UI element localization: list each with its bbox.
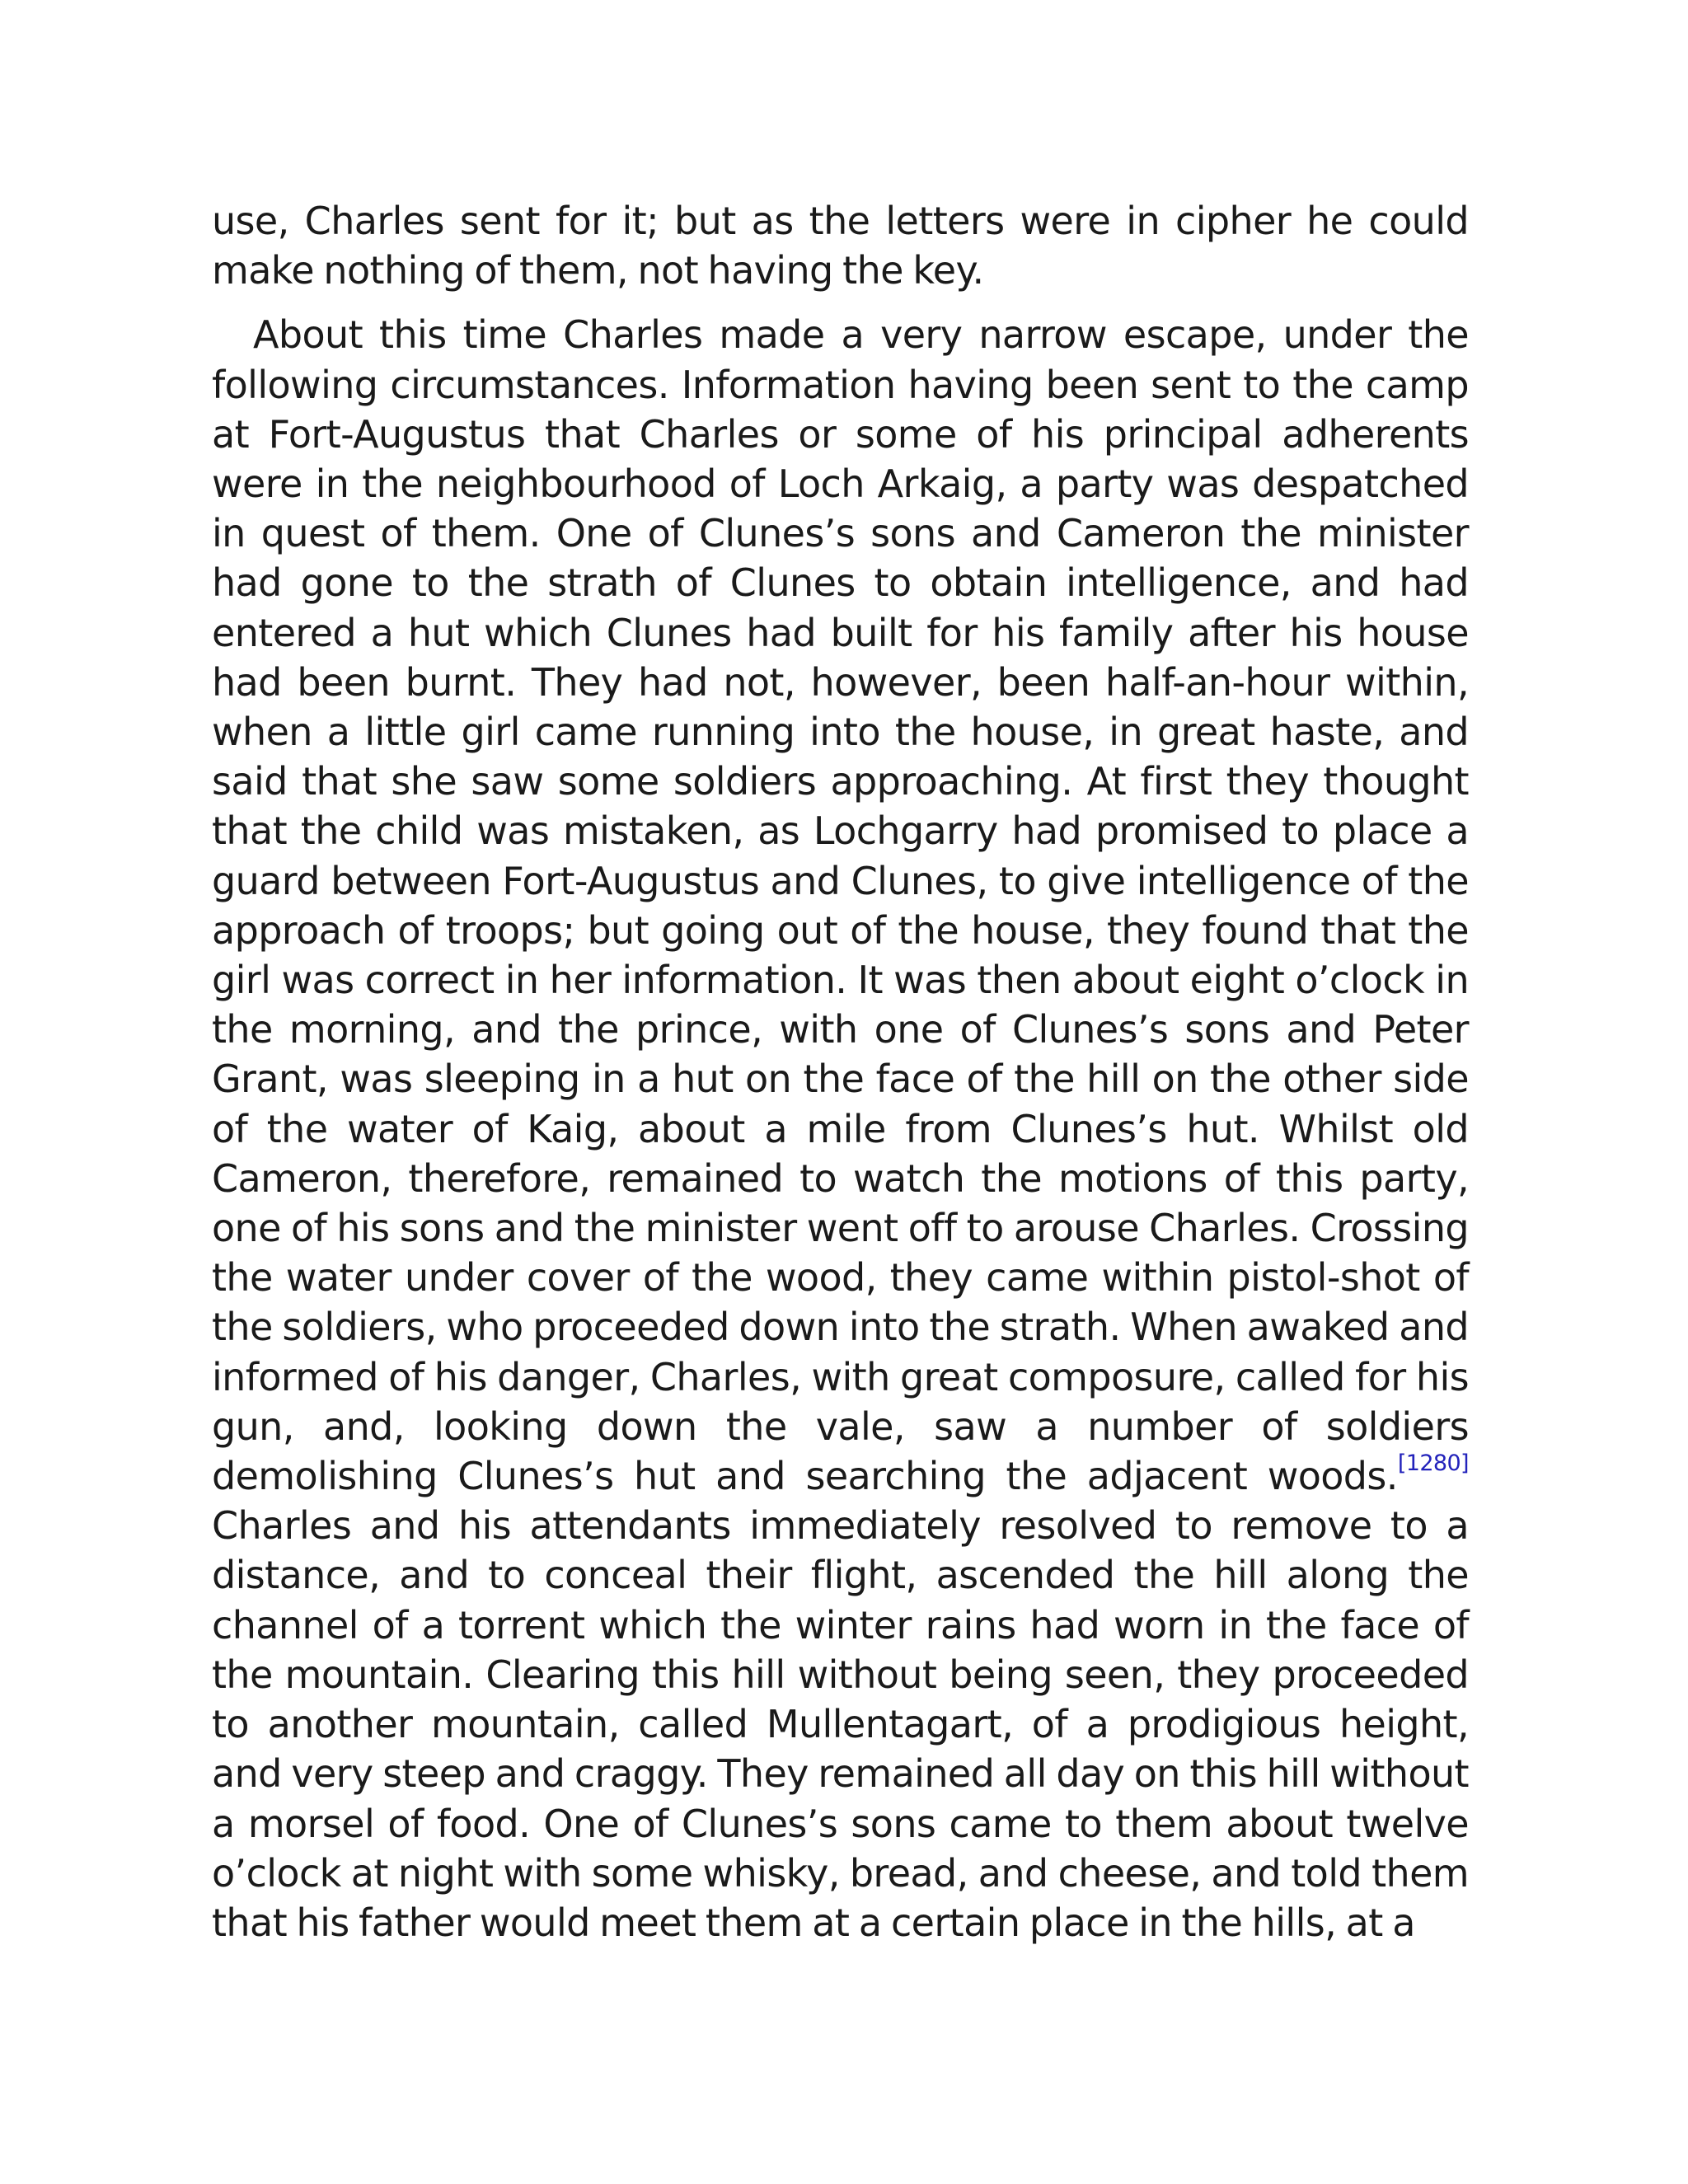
paragraph-text-after-footnote: Charles and his attendants immediately resolved to remove to a distance, and to conceal their flight, ascended the hill along the channel of a torrent which the winter rains had worn in the face of the mountain. Clearing this hill without being seen, they proceeded to another mountain, called Mullentagart, of a prodigious height, and very steep and craggy. They remained all day on this hill without a morsel of food. One of Clunes’s sons came to them about twelve o’clock at night with some whisky, bread, and cheese, and told them that his father would meet them at a certain place in the hills, at a [212,1503,1469,1945]
paragraph-escape-narrative [212,310,1469,1947]
page-body [212,196,1469,1947]
paragraph-continuation: use, Charles sent for it; but as the letters were in cipher he could make nothing of them, not having the key. [212,199,1469,293]
footnote-reference-link[interactable]: [1280] [1397,1451,1469,1477]
paragraph-text-before-footnote: About this time Charles made a very narrow escape, under the following circumstances. Information having been sent to the camp at Fort-Augustus that Charles or some of his principal adherents were in the neighbourhood of Loch Arkaig, a party was despatched in quest of them. One of Clunes’s sons and Cameron the minister had gone to the strath of Clunes to obtain intelligence, and had entered a hut which Clunes had built for his family after his house had been burnt. They had not, however, been half-an-hour within, when a little girl came running into the house, in great haste, and said that she saw some soldiers approaching. At first they thought that the child was mistaken, as Lochgarry had promised to place a guard between Fort-Augustus and Clunes, to give intelligence of the approach of troops; but going out of the house, they found that the girl was correct in her information. It was then about eight o’clock in the morning, and the prince, with one of Clunes’s sons and Peter Grant, was sleeping in a hut on the face of the hill on the other side of the water of Kaig, about a mile from Clunes’s hut. Whilst old Cameron, therefore, remained to watch the motions of this party, one of his sons and the minister went off to arouse Charles. Crossing the water under cover of the wood, they came within pistol-shot of the soldiers, who proceeded down into the strath. When awaked and informed of his danger, Charles, with great composure, called for his gun, and, looking down the vale, saw a number of soldiers demolishing Clunes’s hut and searching the adjacent woods. [212,312,1469,1499]
